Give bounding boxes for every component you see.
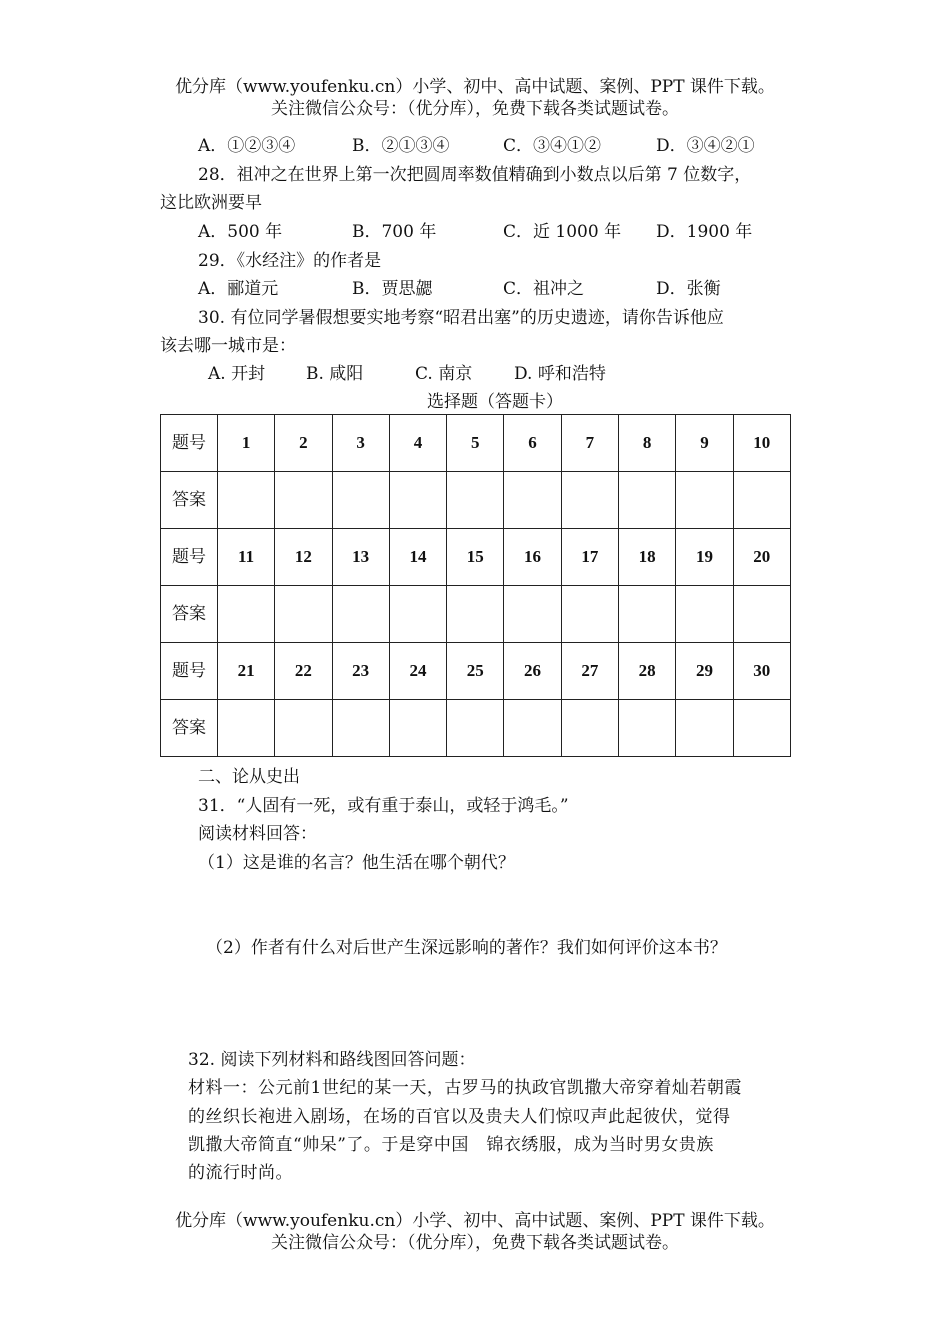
q30-stem-line-2: 该去哪一城市是： bbox=[160, 336, 296, 356]
q30-option-c: C. 南京 bbox=[415, 364, 473, 384]
q31-quote: 31．“人固有一死，或有重于泰山，或轻于鸿毛。” bbox=[198, 796, 569, 816]
question-number: 1 bbox=[217, 415, 274, 472]
header-line-2: 关注微信公众号：（优分库），免费下载各类试题试卷。 bbox=[271, 99, 679, 119]
number-label: 题号 bbox=[161, 643, 218, 700]
q27-option-c: C．③④①② bbox=[503, 136, 602, 156]
q28-option-b: B．700 年 bbox=[352, 222, 437, 242]
answer-cell[interactable] bbox=[676, 586, 733, 643]
question-number: 2 bbox=[275, 415, 332, 472]
answer-cell[interactable] bbox=[733, 700, 790, 757]
answer-cell[interactable] bbox=[676, 700, 733, 757]
question-number: 16 bbox=[504, 529, 561, 586]
question-number: 10 bbox=[733, 415, 790, 472]
question-number: 20 bbox=[733, 529, 790, 586]
answer-cell[interactable] bbox=[676, 472, 733, 529]
q29-option-c: C．祖冲之 bbox=[503, 279, 585, 299]
answer-label: 答案 bbox=[161, 586, 218, 643]
footer-line-1: 优分库（www.youfenku.cn）小学、初中、高中试题、案例、PPT 课件下载。 bbox=[175, 1211, 775, 1231]
answer-cell[interactable] bbox=[561, 586, 618, 643]
q29-stem: 29．《水经注》的作者是 bbox=[198, 251, 382, 271]
answer-cell[interactable] bbox=[332, 700, 389, 757]
answer-cell[interactable] bbox=[733, 472, 790, 529]
q27-option-a: A．①②③④ bbox=[198, 136, 296, 156]
question-number: 12 bbox=[275, 529, 332, 586]
question-number: 11 bbox=[217, 529, 274, 586]
q28-stem-line-1: 28．祖冲之在世界上第一次把圆周率数值精确到小数点以后第 7 位数字， bbox=[198, 165, 752, 185]
q30-option-a: A. 开封 bbox=[208, 364, 266, 384]
answer-cell[interactable] bbox=[275, 586, 332, 643]
answer-card-title: 选择题（答题卡） bbox=[427, 392, 563, 412]
answer-cell[interactable] bbox=[275, 472, 332, 529]
q29-option-d: D．张衡 bbox=[656, 279, 721, 299]
question-number: 22 bbox=[275, 643, 332, 700]
question-number: 19 bbox=[676, 529, 733, 586]
question-number: 21 bbox=[217, 643, 274, 700]
question-number: 30 bbox=[733, 643, 790, 700]
answer-cell[interactable] bbox=[619, 700, 676, 757]
answer-card-table bbox=[160, 414, 791, 757]
question-number: 26 bbox=[504, 643, 561, 700]
q31-instruction: 阅读材料回答： bbox=[198, 824, 317, 844]
answer-cell[interactable] bbox=[389, 472, 446, 529]
q28-option-a: A．500 年 bbox=[198, 222, 283, 242]
answer-cell[interactable] bbox=[332, 472, 389, 529]
q30-stem-line-1: 30. 有位同学暑假想要实地考察“昭君出塞”的历史遗迹，请你告诉他应 bbox=[198, 308, 724, 328]
q31-sub-question-2: （2）作者有什么对后世产生深远影响的著作？我们如何评价这本书？ bbox=[206, 938, 727, 958]
q27-option-b: B．②①③④ bbox=[352, 136, 450, 156]
answer-cell[interactable] bbox=[504, 472, 561, 529]
question-number: 15 bbox=[447, 529, 504, 586]
question-number: 6 bbox=[504, 415, 561, 472]
question-number: 29 bbox=[676, 643, 733, 700]
q28-stem-line-2: 这比欧洲要早 bbox=[160, 193, 262, 213]
answer-label: 答案 bbox=[161, 472, 218, 529]
answer-cell[interactable] bbox=[389, 700, 446, 757]
q32-material-line-3: 凯撒大帝简直“帅呆”了。于是穿中国 锦衣绣服，成为当时男女贵族 bbox=[188, 1135, 714, 1155]
q32-material-line-1: 材料一：公元前1世纪的某一天，古罗马的执政官凯撒大帝穿着灿若朝霞 bbox=[188, 1078, 742, 1098]
q30-option-d: D. 呼和浩特 bbox=[514, 364, 606, 384]
answer-cell[interactable] bbox=[332, 586, 389, 643]
answer-cell[interactable] bbox=[561, 472, 618, 529]
answer-cell[interactable] bbox=[447, 700, 504, 757]
q29-option-a: A．郦道元 bbox=[198, 279, 279, 299]
q32-material-line-2: 的丝织长袍进入剧场，在场的百官以及贵夫人们惊叹声此起彼伏，觉得 bbox=[188, 1107, 731, 1127]
q32-stem: 32. 阅读下列材料和路线图回答问题： bbox=[188, 1050, 476, 1070]
answer-row bbox=[161, 472, 791, 529]
section-2-title: 二、论从史出 bbox=[198, 767, 300, 787]
question-number: 27 bbox=[561, 643, 618, 700]
number-row bbox=[161, 529, 791, 586]
answer-cell[interactable] bbox=[619, 586, 676, 643]
q31-sub-question-1: （1）这是谁的名言？他生活在哪个朝代？ bbox=[198, 853, 515, 873]
question-number: 24 bbox=[389, 643, 446, 700]
question-number: 17 bbox=[561, 529, 618, 586]
number-label: 题号 bbox=[161, 529, 218, 586]
answer-cell[interactable] bbox=[217, 586, 274, 643]
answer-cell[interactable] bbox=[447, 586, 504, 643]
answer-cell[interactable] bbox=[217, 472, 274, 529]
answer-cell[interactable] bbox=[504, 586, 561, 643]
answer-cell[interactable] bbox=[561, 700, 618, 757]
question-number: 5 bbox=[447, 415, 504, 472]
q29-option-b: B．贾思勰 bbox=[352, 279, 433, 299]
question-number: 9 bbox=[676, 415, 733, 472]
answer-cell[interactable] bbox=[217, 700, 274, 757]
answer-label: 答案 bbox=[161, 700, 218, 757]
question-number: 3 bbox=[332, 415, 389, 472]
question-number: 4 bbox=[389, 415, 446, 472]
footer-line-2: 关注微信公众号：（优分库），免费下载各类试题试卷。 bbox=[271, 1233, 679, 1253]
answer-row bbox=[161, 700, 791, 757]
answer-cell[interactable] bbox=[504, 700, 561, 757]
question-number: 18 bbox=[619, 529, 676, 586]
question-number: 7 bbox=[561, 415, 618, 472]
answer-cell[interactable] bbox=[389, 586, 446, 643]
q27-option-d: D．③④②① bbox=[656, 136, 755, 156]
question-number: 25 bbox=[447, 643, 504, 700]
question-number: 8 bbox=[619, 415, 676, 472]
number-row bbox=[161, 415, 791, 472]
question-number: 13 bbox=[332, 529, 389, 586]
answer-cell[interactable] bbox=[447, 472, 504, 529]
question-number: 23 bbox=[332, 643, 389, 700]
number-row bbox=[161, 643, 791, 700]
q28-option-d: D．1900 年 bbox=[656, 222, 753, 242]
q32-material-line-4: 的流行时尚。 bbox=[188, 1163, 293, 1183]
question-number: 14 bbox=[389, 529, 446, 586]
q28-option-c: C．近 1000 年 bbox=[503, 222, 622, 242]
answer-cell[interactable] bbox=[733, 586, 790, 643]
number-label: 题号 bbox=[161, 415, 218, 472]
answer-cell[interactable] bbox=[619, 472, 676, 529]
answer-cell[interactable] bbox=[275, 700, 332, 757]
question-number: 28 bbox=[619, 643, 676, 700]
answer-row bbox=[161, 586, 791, 643]
header-line-1: 优分库（www.youfenku.cn）小学、初中、高中试题、案例、PPT 课件下载。 bbox=[175, 77, 775, 97]
q30-option-b: B. 咸阳 bbox=[306, 364, 364, 384]
